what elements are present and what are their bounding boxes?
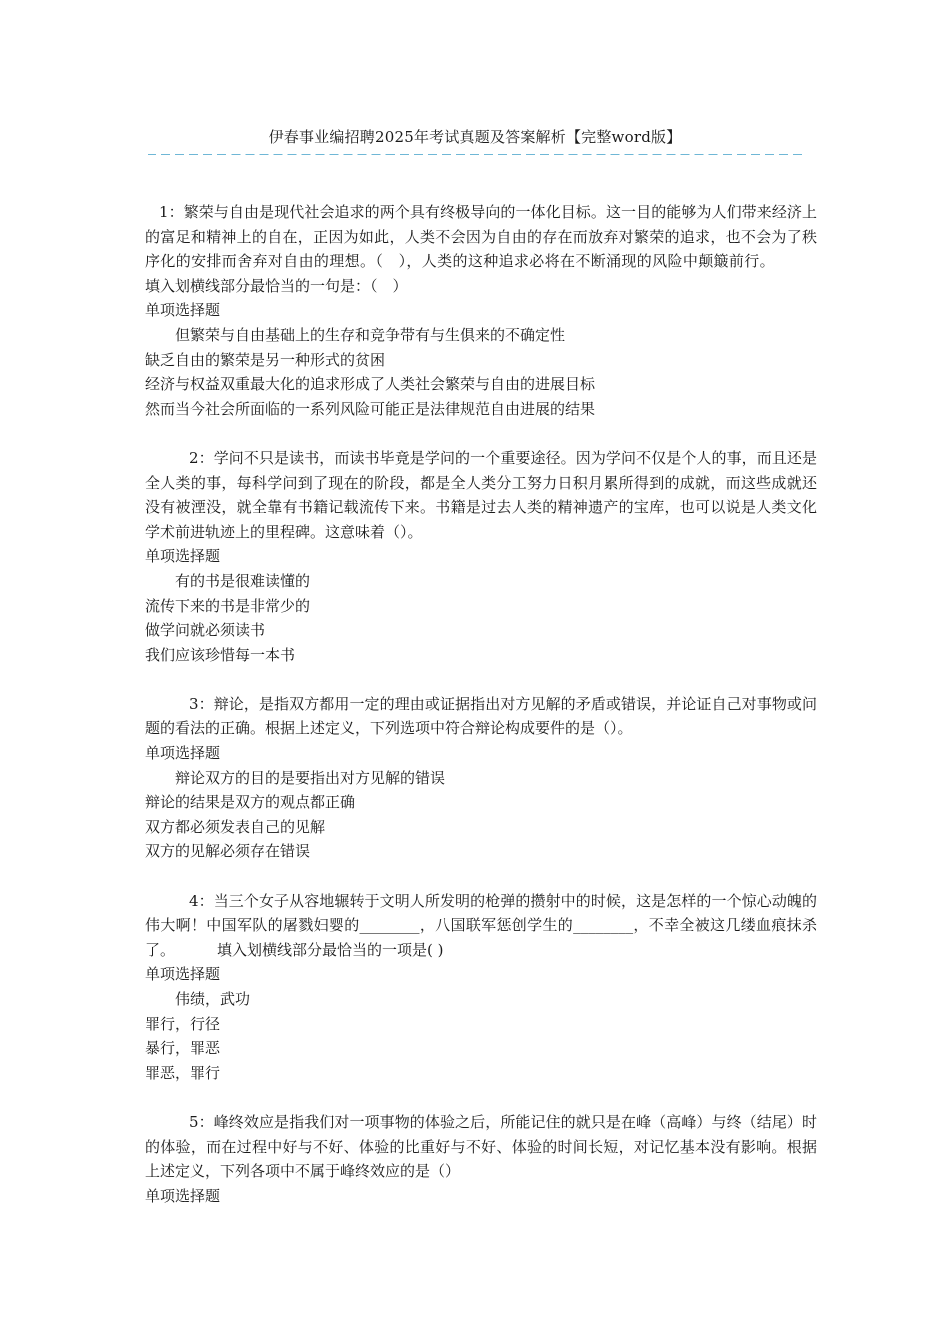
question-prompt: 填入划横线部分最恰当的一项是( ) <box>217 940 444 959</box>
question-2 <box>145 446 817 667</box>
question-3 <box>145 692 817 864</box>
question-type: 单项选择题 <box>145 965 221 984</box>
question-4 <box>145 889 817 1086</box>
question-type: 单项选择题 <box>145 547 221 566</box>
option-a: 伟绩，武功 <box>175 990 251 1008</box>
option-b: 罪行，行径 <box>145 1014 221 1033</box>
option-d: 然而当今社会所面临的一系列风险可能正是法律规范自由进展的结果 <box>145 399 596 418</box>
question-number: 3： <box>189 694 214 713</box>
option-b: 缺乏自由的繁荣是另一种形式的贫困 <box>145 350 386 369</box>
question-text: 繁荣与自由是现代社会追求的两个具有终极导向的一体化目标。这一目的能够为人们带来经济上的富足和精神上的自在，正因为如此，人类不会因为自由的存在而放弃对繁荣的追求，也不会为了秩序化的安排而舍弃对自由的理想。（ ），人类的这种追求必将在不断涌现的风险中颠簸前行。 <box>145 203 818 271</box>
option-c: 暴行，罪恶 <box>145 1039 221 1058</box>
title-divider <box>148 154 802 155</box>
option-b: 辩论的结果是双方的观点都正确 <box>145 793 356 812</box>
document-title: 伊春事业编招聘2025年考试真题及答案解析【完整word版】 <box>268 128 682 146</box>
option-a: 辩论双方的目的是要指出对方见解的错误 <box>175 768 446 787</box>
question-text: 当三个女子从容地辗转于文明人所发明的枪弹的攒射中的时候，这是怎样的一个惊心动魄的伟大啊！中国军队的屠戮妇婴的________，八国联军惩创学生的________，不幸全被这几缕血痕抹杀了。 <box>145 891 817 959</box>
question-stem <box>145 446 817 544</box>
question-text: 学问不只是读书，而读书毕竟是学问的一个重要途径。因为学问不仅是个人的事，而且还是全人类的事，每科学问到了现在的阶段，都是全人类分工努力日积月累所得到的成就，而这些成就还没有被湮没，就全靠有书籍记载流传下来。书籍是过去人类的精神遗产的宝库，也可以说是人类文化学术前进轨迹上的里程碑。这意味着（）。 <box>145 448 817 541</box>
question-number: 1： <box>159 203 184 221</box>
question-list <box>145 200 817 1208</box>
option-a: 有的书是很难读懂的 <box>175 571 311 590</box>
question-number: 4： <box>189 891 214 910</box>
question-stem <box>145 1110 817 1184</box>
option-c: 做学问就必须读书 <box>145 621 266 640</box>
question-type: 单项选择题 <box>145 301 221 320</box>
option-c: 双方都必须发表自己的见解 <box>145 817 326 836</box>
option-a: 但繁荣与自由基础上的生存和竞争带有与生俱来的不确定性 <box>175 325 566 344</box>
question-stem <box>145 200 817 298</box>
question-stem <box>145 692 817 741</box>
question-type: 单项选择题 <box>145 1186 221 1205</box>
option-b: 流传下来的书是非常少的 <box>145 596 311 615</box>
question-5 <box>145 1110 817 1208</box>
question-text: 辩论，是指双方都用一定的理由或证据指出对方见解的矛盾或错误，并论证自己对事物或问题的看法的正确。根据上述定义，下列选项中符合辩论构成要件的是（）。 <box>145 694 817 738</box>
question-text: 峰终效应是指我们对一项事物的体验之后，所能记住的就只是在峰（高峰）与终（结尾）时的体验，而在过程中好与不好、体验的比重好与不好、体验的时间长短，对记忆基本没有影响。根据上述定义，下列各项中不属于峰终效应的是（） <box>145 1112 817 1181</box>
question-number: 2： <box>189 448 214 467</box>
option-d: 罪恶，罪行 <box>145 1063 221 1082</box>
option-d: 我们应该珍惜每一本书 <box>145 645 296 664</box>
question-1 <box>145 200 817 421</box>
question-number: 5： <box>189 1112 214 1131</box>
option-d: 双方的见解必须存在错误 <box>145 842 311 861</box>
question-stem <box>145 889 817 963</box>
question-type: 单项选择题 <box>145 744 221 763</box>
question-prompt: 填入划横线部分最恰当的一句是：（ ） <box>145 276 408 295</box>
option-c: 经济与权益双重最大化的追求形成了人类社会繁荣与自由的进展目标 <box>145 375 596 394</box>
